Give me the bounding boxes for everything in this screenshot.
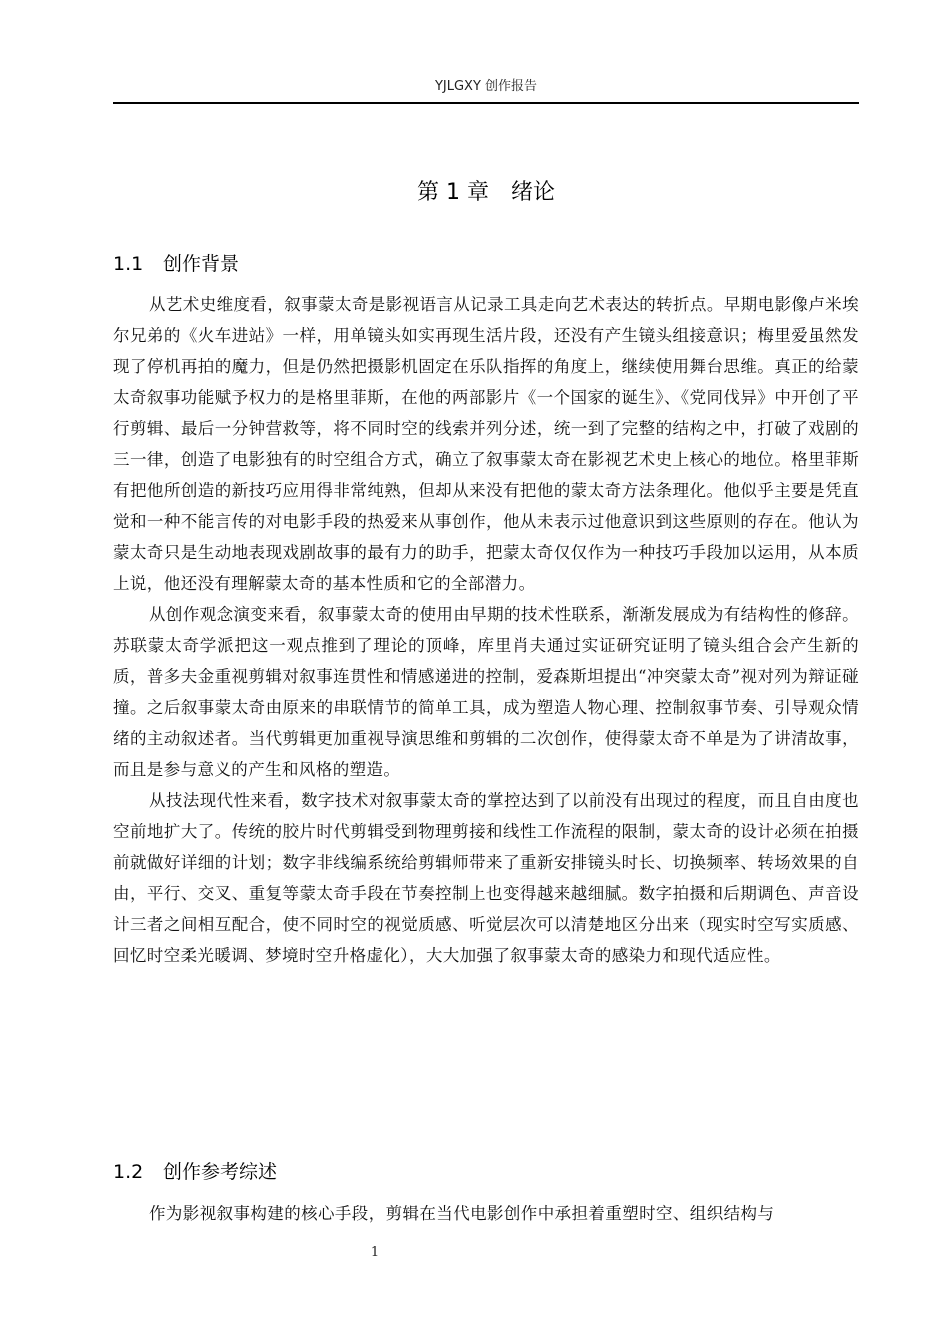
section-heading-1-1 [113,249,859,279]
paragraph: 作为影视叙事构建的核心手段，剪辑在当代电影创作中承担着重塑时空、组织结构与 [149,1204,775,1223]
section-number: 1.2 [113,1161,144,1183]
section-title: 创作背景 [163,253,240,275]
paragraph: 从技法现代性来看，数字技术对叙事蒙太奇的掌控达到了以前没有出现过的程度，而且自由度也空前地扩大了。传统的胶片时代剪辑受到物理剪接和线性工作流程的限制，蒙太奇的设计必须在拍摄前就做好详细的计划；数字非线编系统给剪辑师带来了重新安排镜头时长、切换频率、转场效果的自由，平行、交叉、重复等蒙太奇手段在节奏控制上也变得越来越细腻。数字拍摄和后期调色、声音设计三者之间相互配合，使不同时空的视觉质感、听觉层次可以清楚地区分出来（现实时空写实质感、回忆时空柔光暖调、梦境时空升格虚化），大大加强了叙事蒙太奇的感染力和现代适应性。 [113,791,859,965]
header-text: YJLGXY 创作报告 [434,79,538,94]
page-header [113,76,859,104]
section-heading-1-2 [113,1157,859,1187]
chapter-title: 第 1 章 绪论 [417,180,555,205]
section-title: 创作参考综述 [163,1161,278,1183]
paragraph: 从创作观念演变来看，叙事蒙太奇的使用由早期的技术性联系，渐渐发展成为有结构性的修辞。苏联蒙太奇学派把这一观点推到了理论的顶峰，库里肖夫通过实证研究证明了镜头组合会产生新的质，普多夫金重视剪辑对叙事连贯性和情感递进的控制，爱森斯坦提出“冲突蒙太奇”视对列为辩证碰撞。之后叙事蒙太奇由原来的串联情节的简单工具，成为塑造人物心理、控制叙事节奏、引导观众情绪的主动叙述者。当代剪辑更加重视导演思维和剪辑的二次创作，使得蒙太奇不单是为了讲清故事，而且是参与意义的产生和风格的塑造。 [113,605,859,779]
section-number: 1.1 [113,253,144,275]
section-1-2-body [113,1198,859,1229]
paragraph: 从艺术史维度看，叙事蒙太奇是影视语言从记录工具走向艺术表达的转折点。早期电影像卢米埃尔兄弟的《火车进站》一样，用单镜头如实再现生活片段，还没有产生镜头组接意识；梅里爱虽然发现了停机再拍的魔力，但是仍然把摄影机固定在乐队指挥的角度上，继续使用舞台思维。真正的给蒙太奇叙事功能赋予权力的是格里菲斯，在他的两部影片《一个国家的诞生》、《党同伐异》中开创了平行剪辑、最后一分钟营救等，将不同时空的线索并列分述，统一到了完整的结构之中，打破了戏剧的三一律，创造了电影独有的时空组合方式，确立了叙事蒙太奇在影视艺术史上核心的地位。格里菲斯有把他所创造的新技巧应用得非常纯熟，但却从来没有把他的蒙太奇方法条理化。他似乎主要是凭直觉和一种不能言传的对电影手段的热爱来从事创作，他从未表示过他意识到这些原则的存在。他认为蒙太奇只是生动地表现戏剧故事的最有力的助手，把蒙太奇仅仅作为一种技巧手段加以运用，从本质上说，他还没有理解蒙太奇的基本性质和它的全部潜力。 [113,295,859,593]
page-number: 1 [370,1245,380,1260]
section-1-1-body [113,289,859,971]
